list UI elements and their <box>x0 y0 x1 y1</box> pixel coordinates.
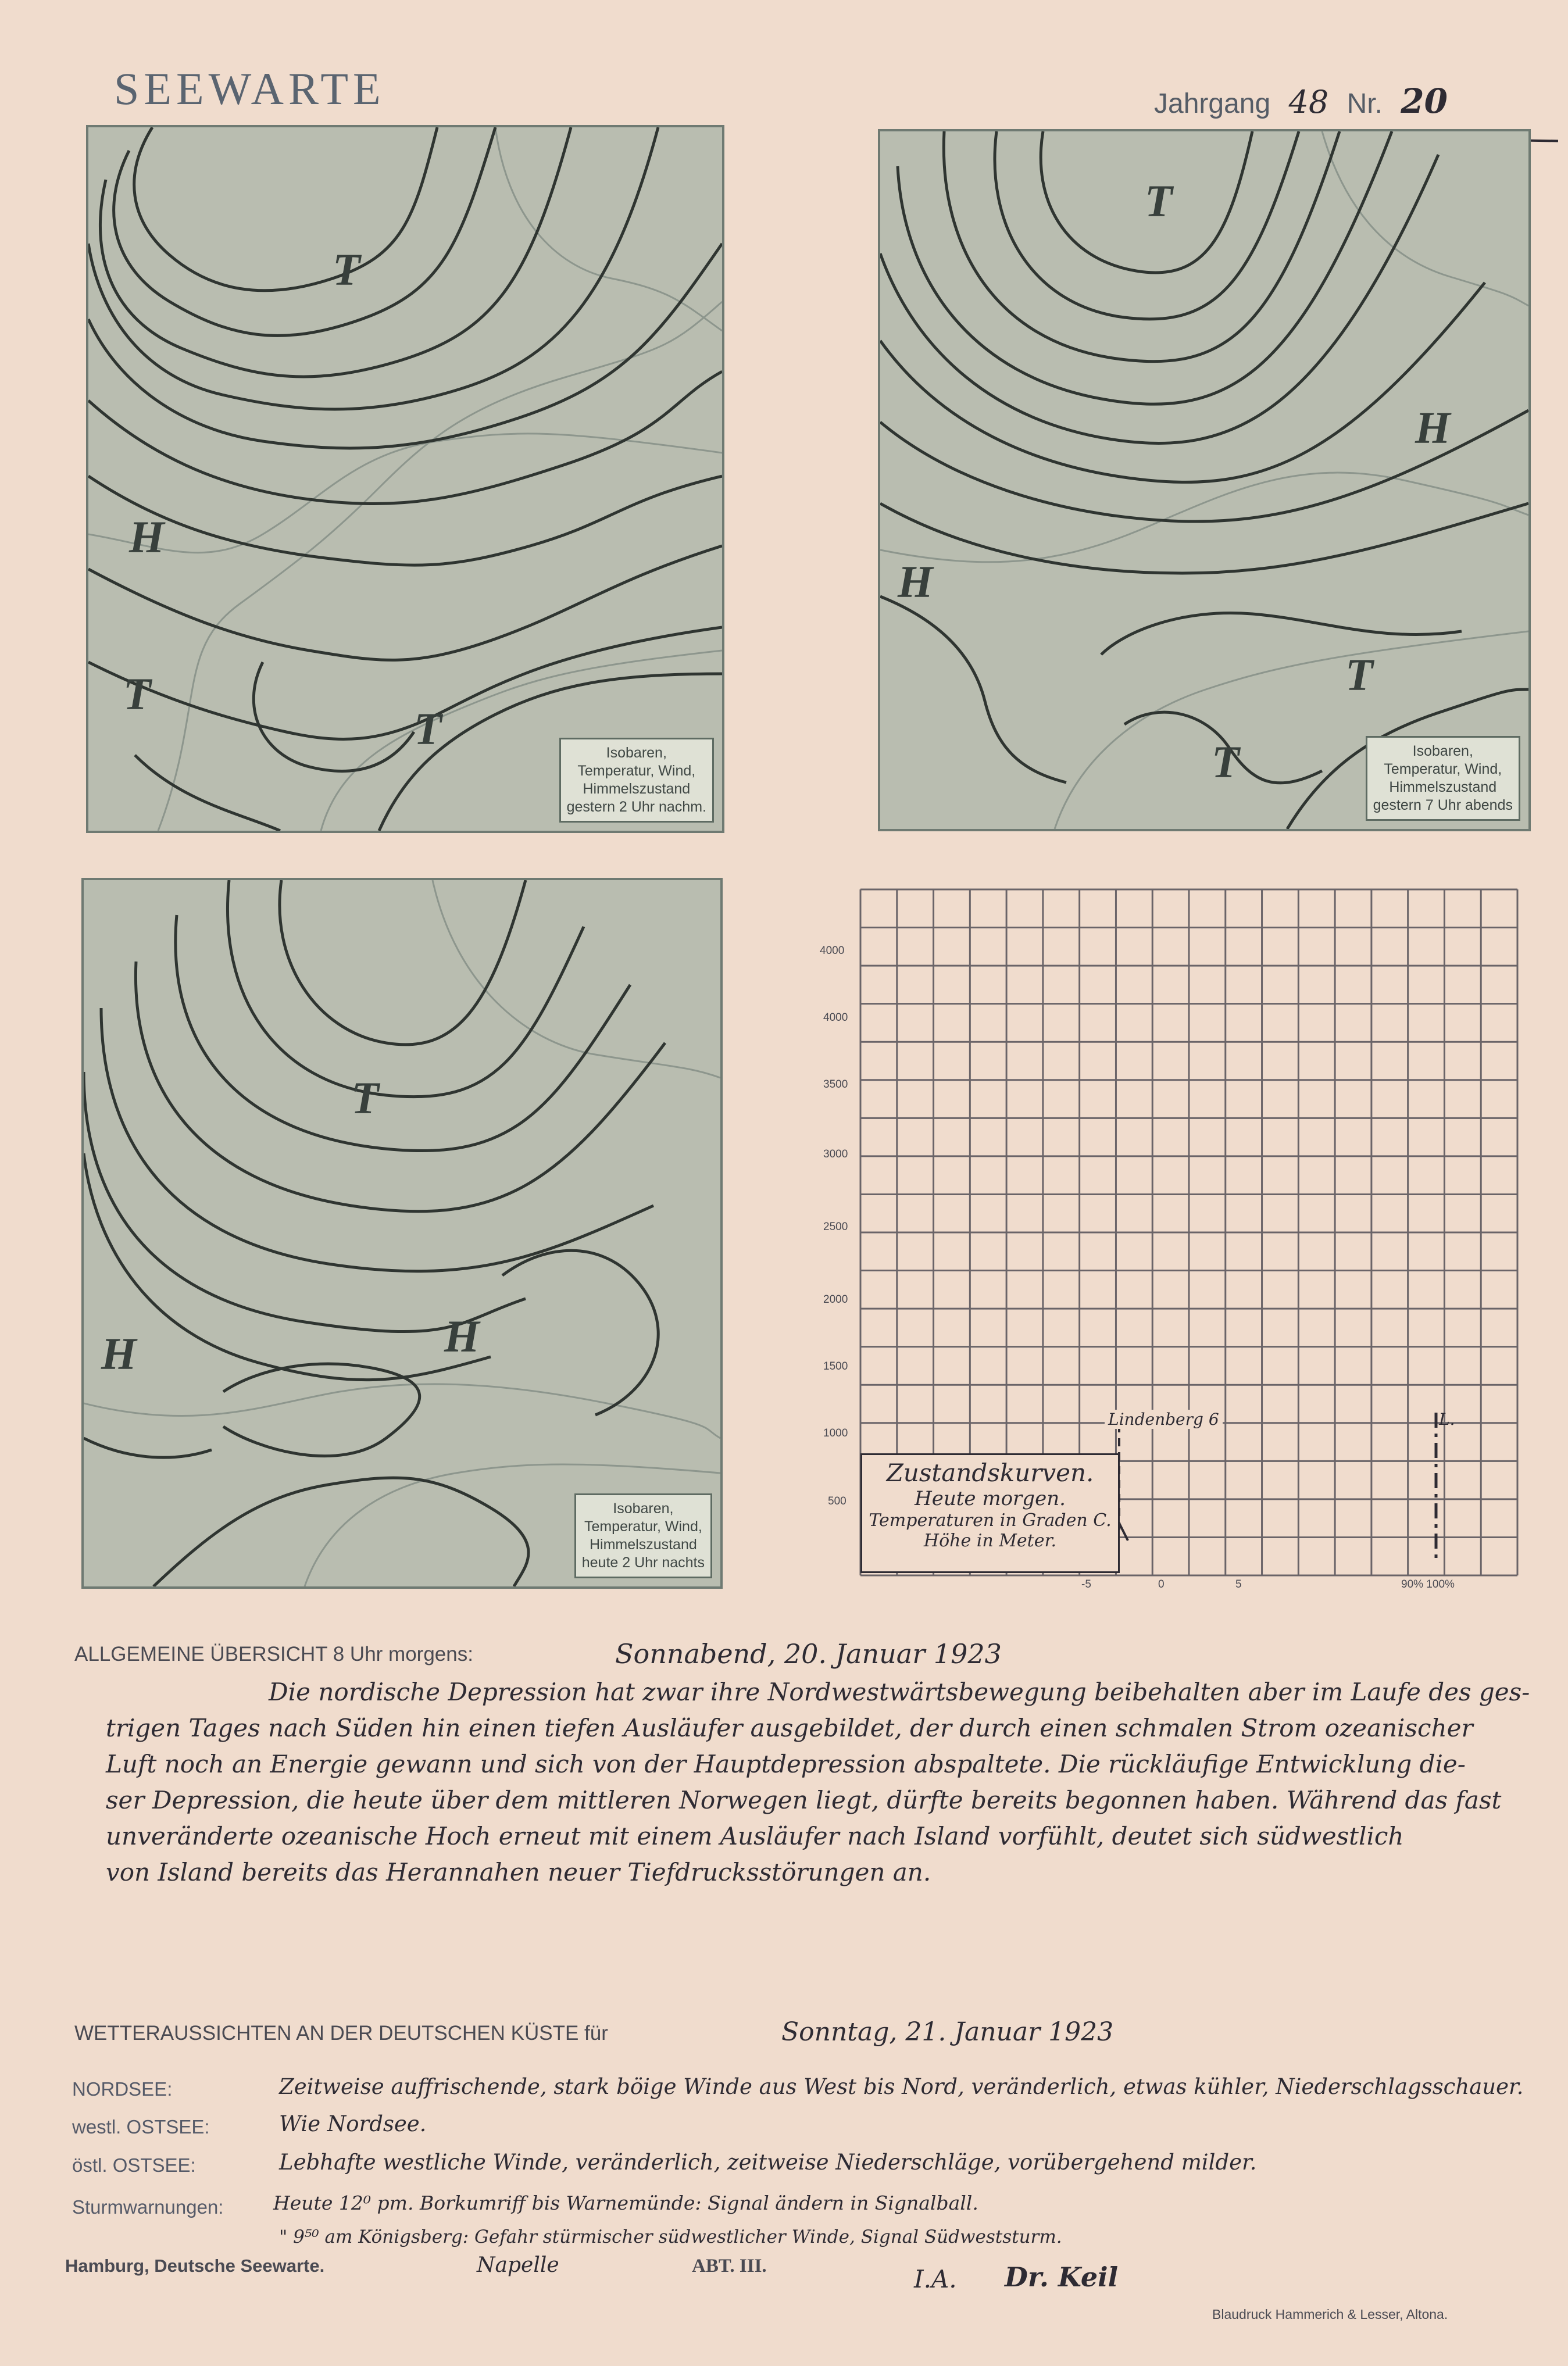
tief-marker: T <box>1345 649 1373 700</box>
text-line: unveränderte ozeanische Hoch erneut mit einem Ausläufer nach Island vorfühlt, deutet sich südwestlich <box>106 1822 1404 1850</box>
allgemeine-date: Sonnabend, 20. Januar 1923 <box>615 1638 1002 1670</box>
x-tick: 0 <box>1158 1578 1165 1591</box>
hoch-marker: H <box>898 556 933 607</box>
nr-label: Nr. <box>1346 88 1383 119</box>
tief-marker: T <box>1212 737 1240 787</box>
forecast-nordsee: Zeitweise auffrischende, stark böige Winde aus West bis Nord, veränderlich, etwas kühler, Niederschlagsschauer. <box>279 2074 1524 2099</box>
signature-napelle: Napelle <box>477 2253 559 2277</box>
tief-marker: T <box>123 669 151 719</box>
zk-subtitle: Heute morgen. <box>915 1487 1066 1510</box>
x-tick: 90% 100% <box>1401 1578 1455 1591</box>
map-legend-2: Isobaren, Temperatur, Wind, Himmelszustand gestern 7 Uhr abends <box>1366 736 1520 821</box>
tief-marker: T <box>1145 176 1173 226</box>
text-line: Die nordische Depression hat zwar ihre Nordwestwärtsbewegung beibehalten aber im Laufe des ges- <box>269 1678 1530 1706</box>
weather-map-2 <box>878 129 1531 831</box>
y-tick: 4000 <box>820 945 845 957</box>
zk-line1: Temperaturen in Graden C. <box>869 1510 1112 1531</box>
y-tick: 500 <box>828 1495 846 1507</box>
printer-imprint: Blaudruck Hammerich & Lesser, Altona. <box>1212 2307 1448 2322</box>
region-westl-ostsee: westl. OSTSEE: <box>72 2116 210 2138</box>
y-tick: 3500 <box>823 1078 848 1091</box>
y-tick: 2000 <box>823 1293 848 1306</box>
text-line: trigen Tages nach Süden hin einen tiefen Ausläufer ausgebildet, der durch einen schmalen Strom ozeanischer <box>106 1714 1473 1742</box>
page-title: SEEWARTE <box>114 63 385 114</box>
jahrgang-label: Jahrgang <box>1154 88 1271 119</box>
sturm-line-1: Heute 12⁰ pm. Borkumriff bis Warnemünde: Signal ändern in Signalball. <box>273 2192 978 2214</box>
isobar-map-3 <box>84 880 720 1586</box>
x-tick: -5 <box>1081 1578 1091 1591</box>
sturmwarnungen-label: Sturmwarnungen: <box>72 2196 224 2218</box>
aussichten-label: WETTERAUSSICHTEN AN DER DEUTSCHEN KÜSTE für <box>74 2022 608 2045</box>
allgemeine-label: ALLGEMEINE ÜBERSICHT 8 Uhr morgens: <box>74 1643 473 1666</box>
map-legend-1: Isobaren, Temperatur, Wind, Himmelszustand gestern 2 Uhr nachm. <box>559 738 714 823</box>
hoch-marker: H <box>444 1311 480 1361</box>
station-marker: L. <box>1439 1410 1455 1429</box>
institution: Hamburg, Deutsche Seewarte. <box>65 2256 325 2276</box>
y-axis-ticks <box>802 878 860 1599</box>
sturm-line-2: " 9⁵⁰ am Königsberg: Gefahr stürmischer südwestlicher Winde, Signal Südweststurm. <box>279 2226 1062 2247</box>
zk-title: Zustandskurven. <box>886 1459 1094 1487</box>
zustandskurven-box <box>860 1453 1120 1573</box>
text-line: ser Depression, die heute über dem mittleren Norwegen liegt, dürfte bereits begonnen haben. Während das fast <box>106 1786 1502 1814</box>
aussichten-date: Sonntag, 21. Januar 1923 <box>781 2017 1114 2047</box>
weather-map-1 <box>86 125 724 833</box>
zk-line2: Höhe in Meter. <box>923 1531 1057 1551</box>
tief-marker: T <box>351 1073 379 1123</box>
y-tick: 4000 <box>823 1012 848 1024</box>
region-nordsee: NORDSEE: <box>72 2078 173 2100</box>
tief-marker: T <box>333 244 360 295</box>
region-oestl-ostsee: östl. OSTSEE: <box>72 2154 196 2176</box>
isobar-map-1 <box>88 127 722 831</box>
jahrgang-value: 48 <box>1288 84 1329 120</box>
allgemeine-text <box>106 1674 1530 1890</box>
x-tick: 5 <box>1235 1578 1242 1591</box>
station-label: Lindenberg 6 <box>1105 1410 1223 1429</box>
forecast-westl-ostsee: Wie Nordsee. <box>279 2111 427 2136</box>
hoch-marker: H <box>101 1328 137 1379</box>
hoch-marker: H <box>1415 402 1451 453</box>
signature-keil: Dr. Keil <box>1005 2261 1119 2293</box>
y-tick: 2500 <box>823 1221 848 1233</box>
y-tick: 1000 <box>823 1427 848 1439</box>
map-legend-3: Isobaren, Temperatur, Wind, Himmelszustand heute 2 Uhr nachts <box>574 1493 712 1578</box>
signature-ia: I.A. <box>914 2265 957 2293</box>
department: ABT. III. <box>692 2256 767 2276</box>
nr-value: 20 <box>1401 81 1448 121</box>
issue-info <box>1154 81 1448 121</box>
isobar-map-2 <box>880 131 1528 829</box>
y-tick: 3000 <box>823 1148 848 1160</box>
forecast-oestl-ostsee: Lebhafte westliche Winde, veränderlich, zeitweise Niederschläge, vorübergehend milder. <box>279 2150 1257 2175</box>
weather-map-3 <box>81 878 723 1589</box>
y-tick: 1500 <box>823 1360 848 1373</box>
zustandskurven-panel <box>802 878 1523 1599</box>
text-line: Luft noch an Energie gewann und sich von der Hauptdepression abspaltete. Die rückläufige Entwicklung die- <box>106 1750 1466 1778</box>
tief-marker: T <box>414 703 442 754</box>
text-line: von Island bereits das Herannahen neuer Tiefdrucksstörungen an. <box>106 1858 931 1886</box>
hoch-marker: H <box>129 512 165 562</box>
